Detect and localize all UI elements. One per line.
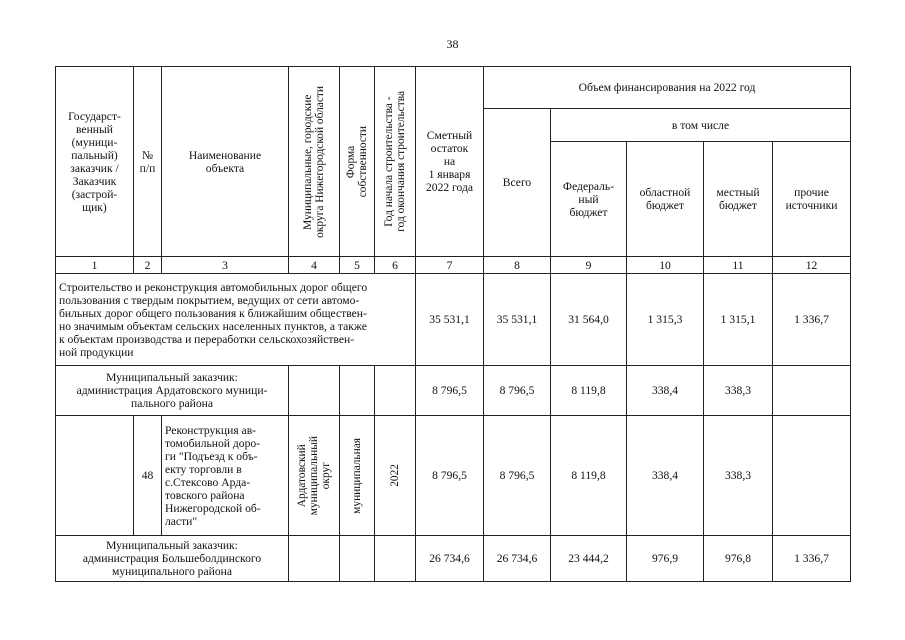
customer1-total: 8 796,5 [484,366,551,416]
object48-regional: 338,4 [627,416,704,536]
empty-cell [340,536,375,582]
column-number: 6 [375,257,416,274]
header-years-cell [375,67,416,257]
program-federal: 31 564,0 [551,274,627,366]
customer2-title: Муниципальный заказчик: администрация Большеболдинского муниципального района [56,536,289,582]
customer2-other: 1 336,7 [773,536,851,582]
object48-other [773,416,851,536]
header-municipality: Муниципальные, городские округа Нижегородской области [302,85,326,238]
column-numbers-row [56,257,851,274]
empty-cell [289,366,340,416]
program-row [56,274,851,366]
customer1-local: 338,3 [704,366,773,416]
program-estimated: 35 531,1 [416,274,484,366]
object48-estimated: 8 796,5 [416,416,484,536]
object48-ownership: муниципальная [351,437,363,514]
header-local: местный бюджет [704,142,773,257]
customer1-estimated: 8 796,5 [416,366,484,416]
column-number: 1 [56,257,134,274]
header-federal: Федераль- ный бюджет [551,142,627,257]
financing-table [55,66,851,582]
column-number: 11 [704,257,773,274]
object48-local: 338,3 [704,416,773,536]
empty-cell [375,536,416,582]
object48-federal: 8 119,8 [551,416,627,536]
program-title: Строительство и реконструкция автомобильных дорог общего пользования с твердым покрытием, ведущих от сети автомо- бильных дорог общего пользования к ближайшим обществен- но значимым объектам сельских населенных пунктов, а также к объектам производства и переработки сельскохозяйствен- ной продукции [56,274,416,366]
customer1-federal: 8 119,8 [551,366,627,416]
header-row-1 [56,67,851,109]
header-no: № п/п [134,67,162,257]
object48-ownership-cell [340,416,375,536]
object48-year-cell [375,416,416,536]
column-number: 2 [134,257,162,274]
header-other: прочие источники [773,142,851,257]
customer-row-2 [56,536,851,582]
customer2-estimated: 26 734,6 [416,536,484,582]
empty-cell [375,366,416,416]
customer-row-1 [56,366,851,416]
column-number: 7 [416,257,484,274]
program-regional: 1 315,3 [627,274,704,366]
customer2-federal: 23 444,2 [551,536,627,582]
column-number: 3 [162,257,289,274]
header-object-name: Наименование объекта [162,67,289,257]
header-including: в том числе [551,109,851,142]
header-municipality-cell [289,67,340,257]
header-ownership-cell [340,67,375,257]
column-number: 5 [340,257,375,274]
program-total: 35 531,1 [484,274,551,366]
header-customer: Государст- венный (муници- пальный) заказчик / Заказчик (застрой- щик) [56,67,134,257]
program-other: 1 336,7 [773,274,851,366]
header-estimated-balance: Сметный остаток на 1 января 2022 года [416,67,484,257]
header-funding-title: Объем финансирования на 2022 год [484,67,851,109]
empty-cell [289,536,340,582]
object48-municipality-cell [289,416,340,536]
column-number: 12 [773,257,851,274]
customer1-other [773,366,851,416]
header-ownership: Форма собственности [345,125,369,198]
page-number: 38 [446,37,459,51]
empty-cell [56,416,134,536]
object48-total: 8 796,5 [484,416,551,536]
column-number: 9 [551,257,627,274]
header-years: Год начала строительства - год окончания строительства [383,91,407,232]
header-total: Всего [484,109,551,257]
object48-municipality: Ардатовский муниципальный округ [296,435,332,516]
object48-name: Реконструкция ав- томобильной доро- ги "Подъезд к объ- екту торговли в с.Стексово Арда- товского района Нижегородской об- ласти" [162,416,289,536]
column-number: 10 [627,257,704,274]
object48-no: 48 [134,416,162,536]
customer2-regional: 976,9 [627,536,704,582]
customer2-local: 976,8 [704,536,773,582]
customer1-title: Муниципальный заказчик: администрация Ардатовского муници- пального района [56,366,289,416]
program-local: 1 315,1 [704,274,773,366]
column-number: 8 [484,257,551,274]
column-number: 4 [289,257,340,274]
customer1-regional: 338,4 [627,366,704,416]
empty-cell [340,366,375,416]
object48-year: 2022 [389,464,401,487]
object-row-48 [56,416,851,536]
customer2-total: 26 734,6 [484,536,551,582]
header-regional: областной бюджет [627,142,704,257]
